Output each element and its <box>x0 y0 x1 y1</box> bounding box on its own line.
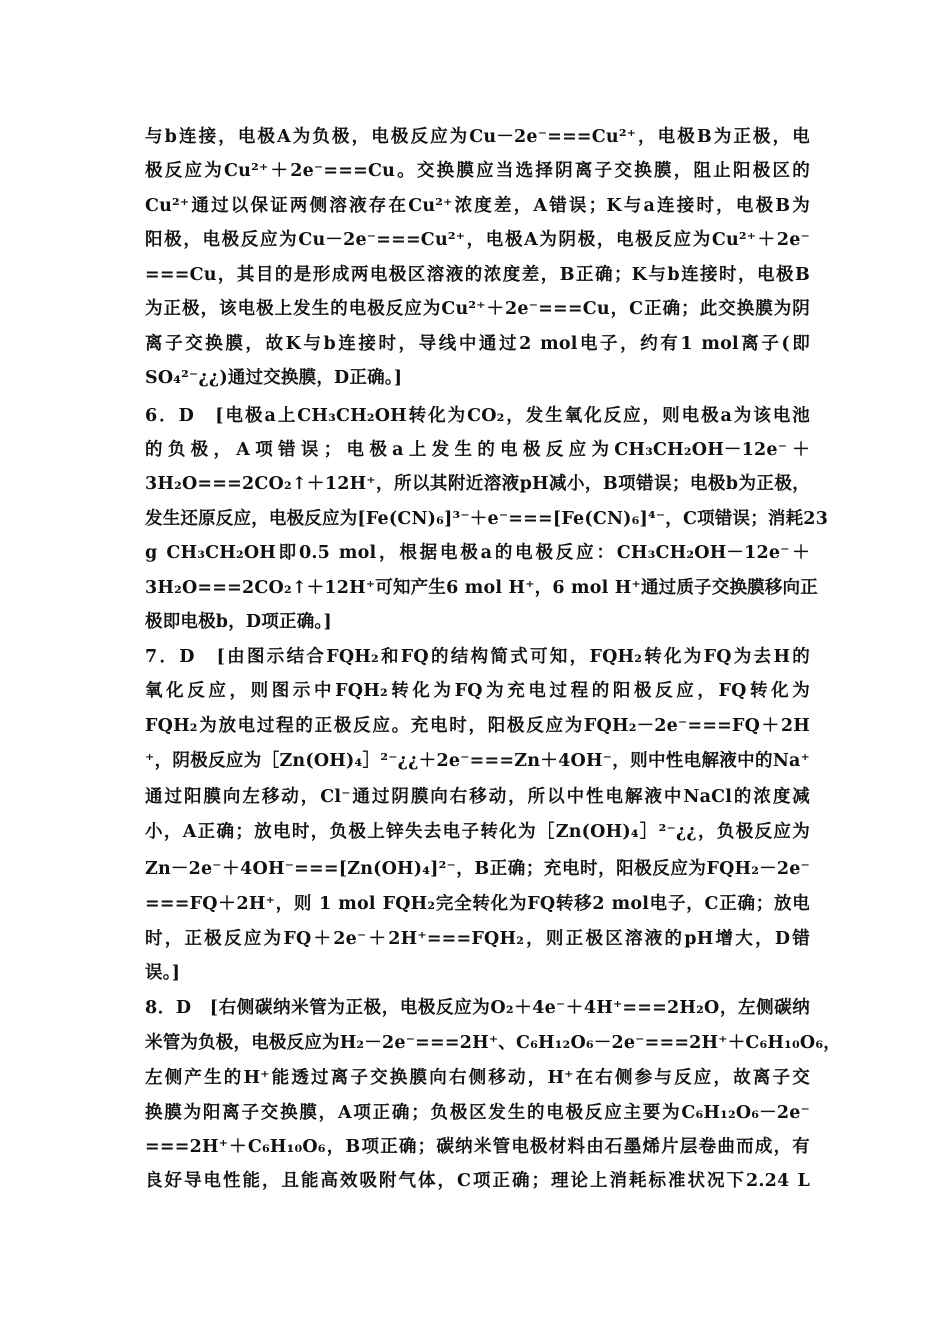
answer-6-line: 6．D [电极a上CH₃CH₂OH转化为CO₂，发生氧化反应，则电极a为该电池 <box>145 406 810 426</box>
text-line: 氧化反应，则图示中FQH₂转化为FQ为充电过程的阳极反应，FQ转化为 <box>145 681 810 701</box>
text-line: SO₄²⁻¿¿)通过交换膜，D正确。] <box>145 368 403 388</box>
text-line: 换膜为阳离子交换膜，A项正确；负极区发生的电极反应主要为C₆H₁₂O₆－2e⁻ <box>145 1103 810 1123</box>
text-line: ===Cu，其目的是形成两电极区溶液的浓度差，B正确；K与b连接时，电极B <box>145 265 810 285</box>
text-line: 3H₂O===2CO₂↑＋12H⁺可知产生6 mol H⁺，6 mol H⁺通过质子交换膜移向正 <box>145 578 818 598</box>
text-line: 米管为负极，电极反应为H₂－2e⁻===2H⁺、C₆H₁₂O₆－2e⁻===2H⁺＋C₆H₁₀O₆， <box>145 1033 841 1053</box>
answer-8-line: 8．D [右侧碳纳米管为正极，电极反应为O₂＋4e⁻＋4H⁺===2H₂O，左侧碳纳 <box>145 998 810 1018</box>
text-line: 阳极，电极反应为Cu－2e⁻===Cu²⁺，电极A为阴极，电极反应为Cu²⁺＋2e⁻ <box>145 230 810 250</box>
text-line: 与b连接，电极A为负极，电极反应为Cu－2e⁻===Cu²⁺，电极B为正极，电 <box>145 127 810 147</box>
text-line: ===2H⁺＋C₆H₁₀O₆，B项正确；碳纳米管电极材料由石墨烯片层卷曲而成，有 <box>145 1137 810 1157</box>
text-line: 通过阳膜向左移动，Cl⁻通过阴膜向右移动，所以中性电解液中NaCl的浓度减 <box>145 787 810 807</box>
text-line: 误。] <box>145 963 181 983</box>
text-line: 极反应为Cu²⁺＋2e⁻===Cu。交换膜应当选择阴离子交换膜，阻止阳极区的 <box>145 161 810 181</box>
answer-7-line: 7．D [由图示结合FQH₂和FQ的结构简式可知，FQH₂转化为FQ为去H的 <box>145 647 810 667</box>
text-line: Cu²⁺通过以保证两侧溶液存在Cu²⁺浓度差，A错误；K与a连接时，电极B为 <box>145 196 810 216</box>
text-line: ⁺，阴极反应为［Zn(OH)₄］²⁻¿¿＋2e⁻===Zn＋4OH⁻，则中性电解液中的Na⁺ <box>145 751 810 771</box>
text-line: 左侧产生的H⁺能透过离子交换膜向右侧移动，H⁺在右侧参与反应，故离子交 <box>145 1068 810 1088</box>
text-line: 极即电极b，D项正确。] <box>145 612 332 632</box>
text-line: 为正极，该电极上发生的电极反应为Cu²⁺＋2e⁻===Cu，C正确；此交换膜为阴 <box>145 299 810 319</box>
text-line: g CH₃CH₂OH即0.5 mol，根据电极a的电极反应：CH₃CH₂OH－12e⁻＋ <box>145 543 810 563</box>
text-line: ===FQ＋2H⁺，则 1 mol FQH₂完全转化为FQ转移2 mol电子，C正确；放电 <box>145 894 810 914</box>
text-line: FQH₂为放电过程的正极反应。充电时，阳极反应为FQH₂－2e⁻===FQ＋2H <box>145 716 810 736</box>
text-line: 小，A正确；放电时，负极上锌失去电子转化为［Zn(OH)₄］²⁻¿¿，负极反应为 <box>145 822 810 842</box>
text-line: 时，正极反应为FQ＋2e⁻＋2H⁺===FQH₂，则正极区溶液的pH增大，D错 <box>145 929 810 949</box>
text-line: Zn－2e⁻＋4OH⁻===[Zn(OH)₄]²⁻，B正确；充电时，阳极反应为FQH₂－2e⁻ <box>145 859 810 879</box>
text-line: 的负极，A项错误；电极a上发生的电极反应为CH₃CH₂OH－12e⁻＋ <box>145 440 810 460</box>
text-line: 离子交换膜，故K与b连接时，导线中通过2 mol电子，约有1 mol离子(即 <box>145 334 810 354</box>
text-line: 良好导电性能，且能高效吸附气体，C项正确；理论上消耗标准状况下2.24 L <box>145 1171 810 1191</box>
text-line: 3H₂O===2CO₂↑＋12H⁺，所以其附近溶液pH减小，B项错误；电极b为正极， <box>145 474 810 494</box>
text-line: 发生还原反应，电极反应为[Fe(CN)₆]³⁻＋e⁻===[Fe(CN)₆]⁴⁻，C项错误；消耗23 <box>145 509 829 529</box>
